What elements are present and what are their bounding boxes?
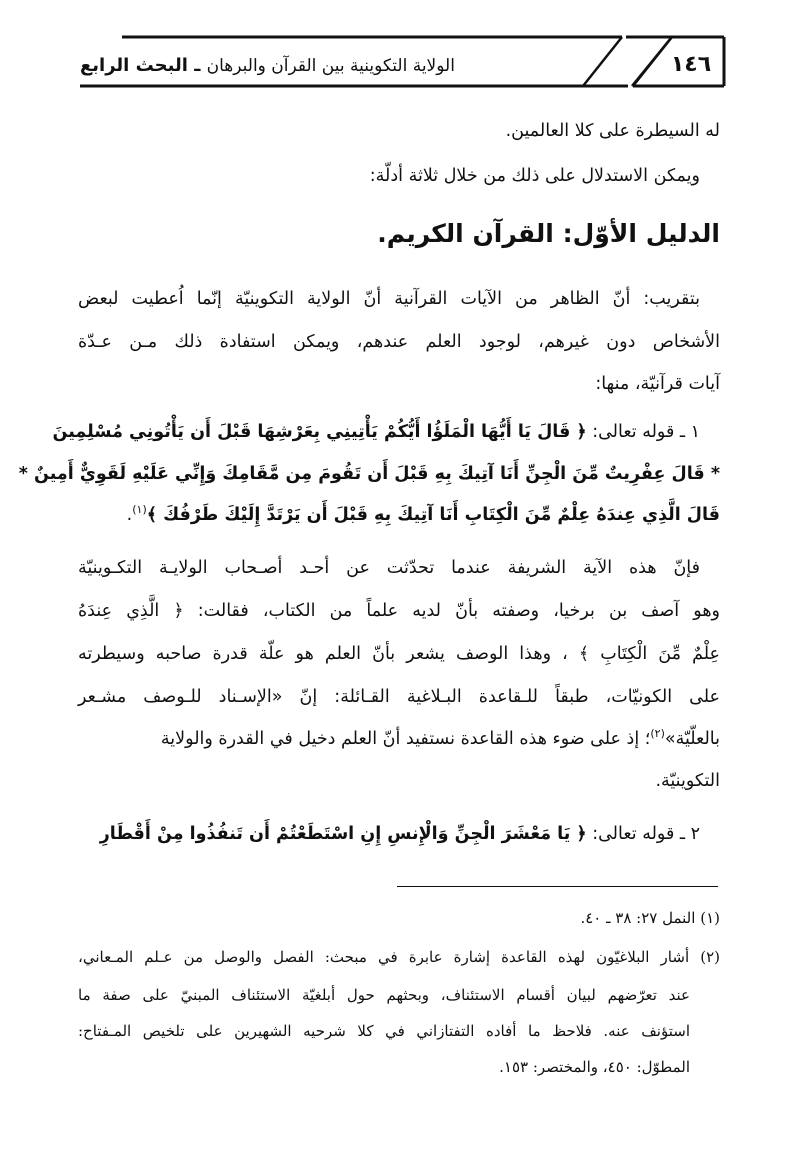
footnote-2-line: المطوّل: ٤٥٠، والمختصر: ١٥٣. — [499, 1058, 690, 1076]
paragraph-line: الأشخاص دون غيرهم، لوجود العلم عندهم، ويمكن استفادة ذلك مـن عـدّة — [78, 332, 720, 352]
footnote-1 — [78, 905, 720, 931]
footnote-2 — [78, 944, 720, 970]
period: . — [126, 505, 133, 525]
list-item-2 — [78, 819, 720, 849]
paragraph-line: التكوينيّة. — [655, 771, 720, 791]
paragraph-line: آيات قرآنيّة، منها: — [595, 374, 720, 394]
running-head-separator: ـ — [194, 55, 201, 76]
list-item-1 — [52, 417, 720, 447]
quran-verse-line — [78, 500, 720, 530]
paragraph-line: عِلْمٌ مِّنَ الْكِتَابِ ﴾ ، وهذا الوصف يشعر بأنّ العلم هو علّة قدرة صاحبه وسيطرته — [78, 644, 720, 664]
footnote-marker: (١) — [700, 909, 720, 927]
footnote-marker: (٢) — [700, 948, 720, 966]
chapter-title: البحث الرابع — [80, 55, 188, 76]
footnote-text: أشار البلاغيّون لهذه القاعدة إشارة عابرة في مبحث: الفصل والوصل من عـلم المـعاني، — [78, 948, 690, 966]
section-heading: الدليل الأوّل: القرآن الكريم. — [377, 219, 720, 248]
footnote-2-line: استؤنف عنه. فلاحظ ما أفاده التفتازاني في كلا شرحيه الشهيرين على تلخيص المـفتاح: — [78, 1022, 690, 1040]
paragraph-text: فإنّ هذه الآية الشريفة عندما تحدّثت عن أحـد أصـحاب الولايـة التكـوينيّة — [78, 558, 700, 578]
header-slash-1 — [583, 37, 622, 86]
paragraph-text: بالعلّيّة» — [664, 729, 720, 749]
paragraph-line — [78, 553, 720, 583]
item-lead: ١ ـ قوله تعالى: — [586, 422, 700, 442]
paragraph-text: بتقريب: أنّ الظاهر من الآيات القرآنية أنّ الولاية التكوينيّة إنّما اُعطيت لبعض — [78, 289, 700, 309]
paragraph-line: على الكونيّات، طبقاً للـقاعدة البـلاغية القـائلة: إنّ «الإسـناد للـوصف مشـعر — [78, 687, 720, 707]
running-head — [80, 50, 540, 82]
page-number: ١٤٦ — [670, 52, 712, 77]
text-line-content: ويمكن الاستدلال على ذلك من خلال ثلاثة أدلّة: — [369, 166, 700, 186]
footnote-ref-1[interactable]: (١) — [132, 503, 147, 517]
item-lead: ٢ ـ قوله تعالى: — [586, 824, 700, 844]
text-line: له السيطرة على كلا العالمين. — [505, 121, 720, 141]
quran-verse: ﴿ يَا مَعْشَرَ الْجِنِّ وَالْإِنسِ إِنِ اسْتَطَعْتُمْ أَن تَنفُذُوا مِنْ أَقْطَارِ — [99, 824, 587, 844]
paragraph-text: ؛ إذ على ضوء هذه القاعدة نستفيد أنّ العلم دخيل في القدرة والولاية — [160, 729, 651, 749]
text-line — [78, 161, 720, 191]
book-title: الولاية التكوينية بين القرآن والبرهان — [206, 56, 455, 76]
quran-verse: ﴿ قَالَ يَا أَيُّهَا الْمَلَؤُا أَيُّكُمْ يَأْتِينِي بِعَرْشِهَا قَبْلَ أَن يَأْتُونِي مُسْلِمِينَ — [52, 422, 587, 442]
paragraph-line — [78, 724, 720, 754]
footnote-text: النمل ٢٧: ٣٨ ـ ٤٠. — [580, 909, 696, 927]
footnote-separator — [397, 886, 718, 887]
paragraph-line — [78, 284, 720, 314]
footnote-2-line: عند تعرّضهم لبيان أقسام الاستئناف، وبحثهم حول أبلغيّة الاستئناف المبنيّ على صفة ما — [78, 986, 690, 1004]
paragraph-line: وهو آصف بن برخيا، وصفته بأنّ لديه علماً من الكتاب، فقالت: ﴿ الَّذِي عِندَهُ — [78, 601, 720, 621]
quran-verse-line: * قَالَ عِفْرِيتٌ مِّنَ الْجِنِّ أَنَا آتِيكَ بِهِ قَبْلَ أَن تَقُومَ مِن مَّقَامِكَ وَإِنِّي عَلَيْهِ لَقَوِيٌّ أَمِينٌ * — [18, 464, 720, 484]
footnote-ref-2[interactable]: (٢) — [650, 727, 665, 741]
quran-verse: قَالَ الَّذِي عِندَهُ عِلْمٌ مِّنَ الْكِتَابِ أَنَا آتِيكَ بِهِ قَبْلَ أَن يَرْتَدَّ إِلَيْكَ طَرْفُكَ ﴾ — [146, 505, 720, 525]
